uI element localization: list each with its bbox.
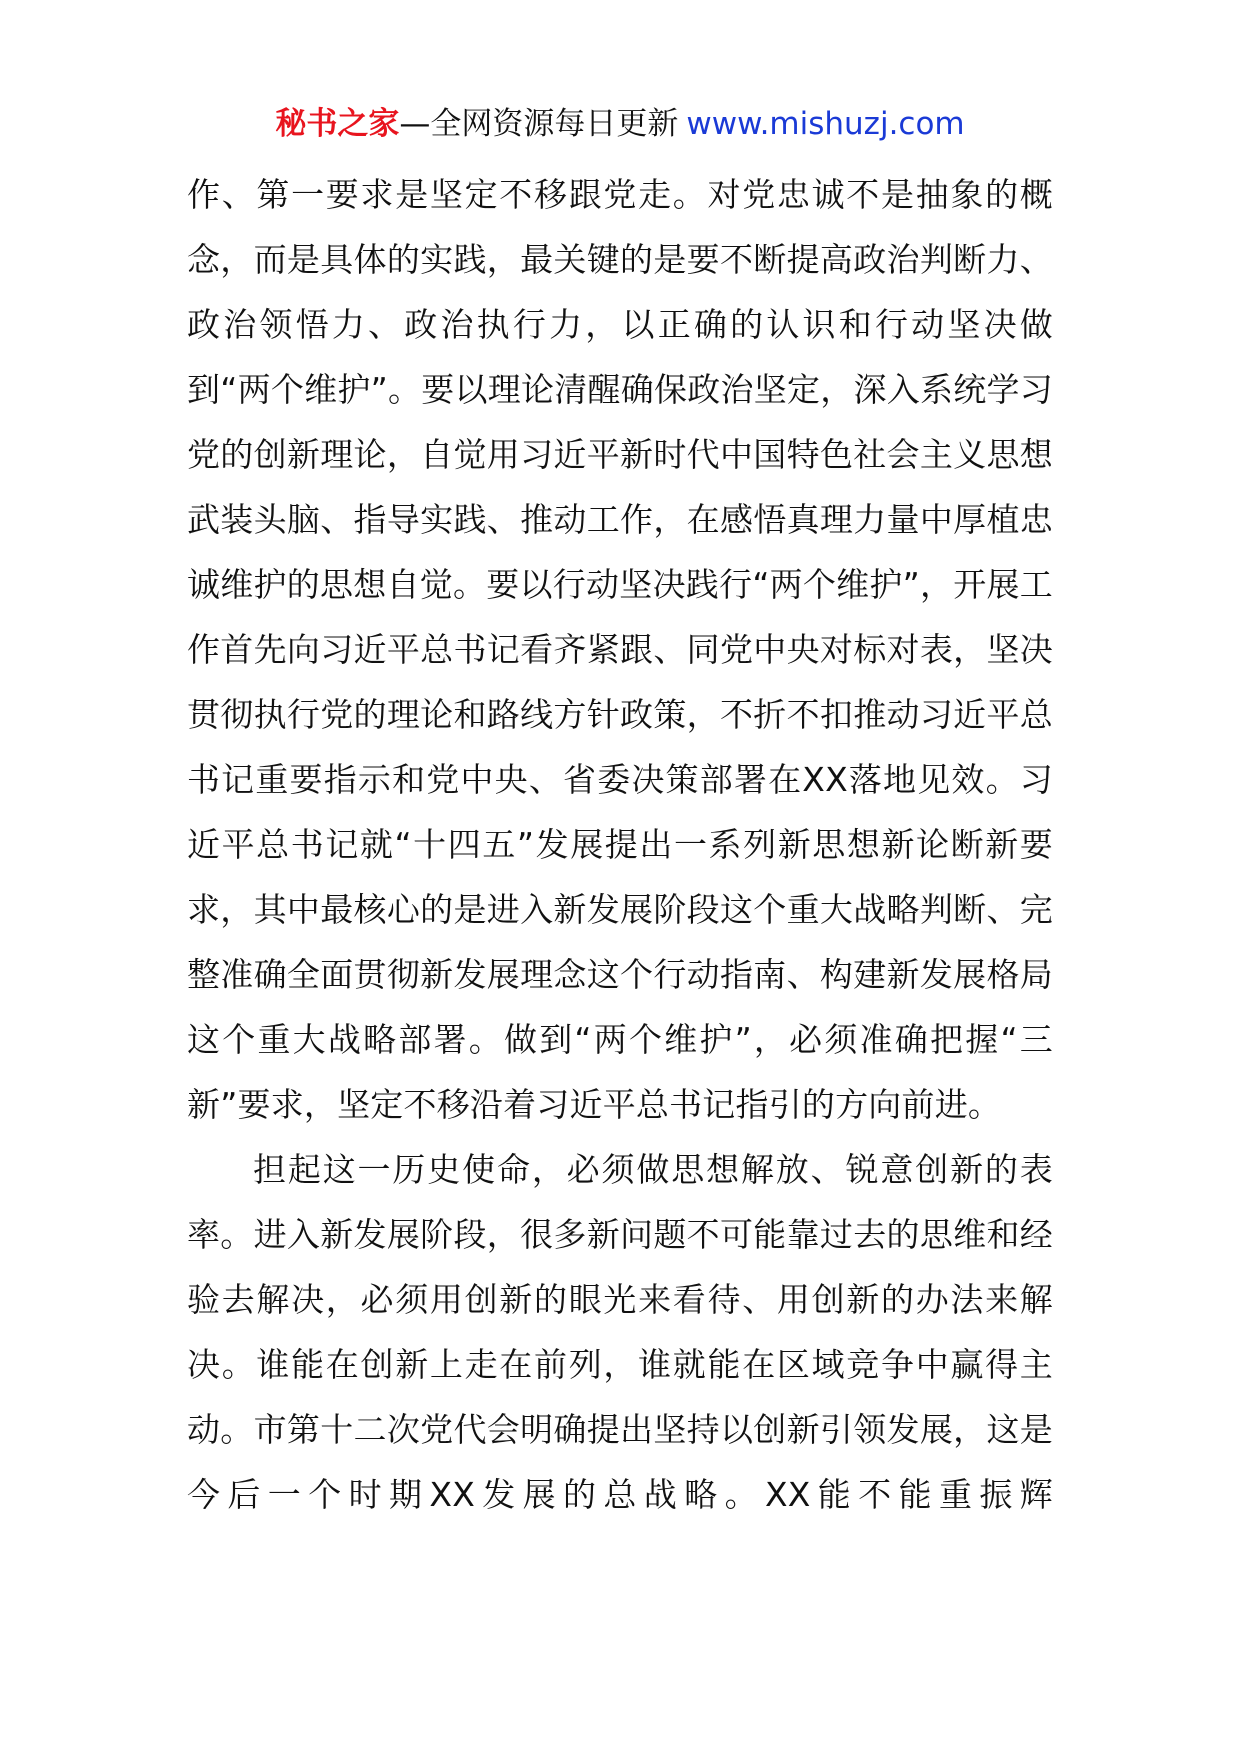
document-body [187, 162, 1053, 1527]
page-header [0, 100, 1240, 148]
header-tagline: —全网资源每日更新 [399, 106, 679, 142]
paragraph-1: 作、第一要求是坚定不移跟党走。对党忠诚不是抽象的概念，而是具体的实践，最关键的是要不断提高政治判断力、政治领悟力、政治执行力，以正确的认识和行动坚决做到“两个维护”。要以理论清醒确保政治坚定，深入系统学习党的创新理论，自觉用习近平新时代中国特色社会主义思想武装头脑、指导实践、推动工作，在感悟真理力量中厚植忠诚维护的思想自觉。要以行动坚决践行“两个维护”，开展工作首先向习近平总书记看齐紧跟、同党中央对标对表，坚决贯彻执行党的理论和路线方针政策，不折不扣推动习近平总书记重要指示和党中央、省委决策部署在XX落地见效。习近平总书记就“十四五”发展提出一系列新思想新论断新要求，其中最核心的是进入新发展阶段这个重大战略判断、完整准确全面贯彻新发展理念这个行动指南、构建新发展格局这个重大战略部署。做到“两个维护”，必须准确把握“三新”要求，坚定不移沿着习近平总书记指引的方向前进。 [187, 175, 1053, 1124]
site-url-link[interactable]: www.mishuzj.com [686, 106, 965, 142]
paragraph-2: 担起这一历史使命，必须做思想解放、锐意创新的表率。进入新发展阶段，很多新问题不可能靠过去的思维和经验去解决，必须用创新的眼光来看待、用创新的办法来解决。谁能在创新上走在前列，谁就能在区域竞争中赢得主动。市第十二次党代会明确提出坚持以创新引领发展，这是今后一个时期XX发展的总战略。XX能不能重振辉 [187, 1150, 1053, 1514]
brand-name: 秘书之家 [275, 106, 400, 142]
